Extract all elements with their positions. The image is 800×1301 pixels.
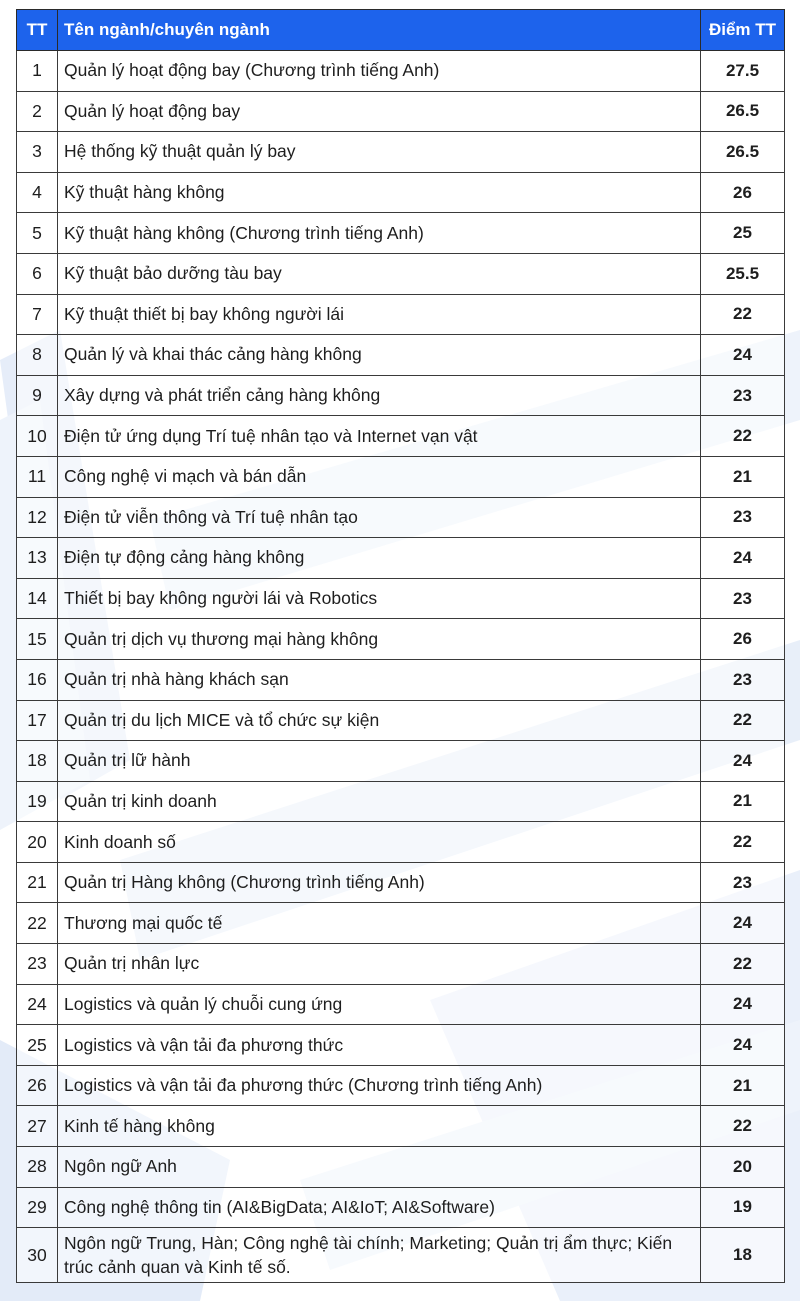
row-score: 22 [701,700,785,741]
row-name: Kinh doanh số [58,822,701,863]
row-name: Hệ thống kỹ thuật quản lý bay [58,132,701,173]
row-score: 20 [701,1147,785,1188]
row-number: 26 [17,1065,58,1106]
header-row [17,10,785,51]
row-name: Kinh tế hàng không [58,1106,701,1147]
table-row [17,1106,785,1147]
row-name: Quản trị nhân lực [58,944,701,985]
row-number: 7 [17,294,58,335]
header-score: Điểm TT [701,10,785,51]
row-score: 26.5 [701,91,785,132]
row-score: 24 [701,984,785,1025]
table-row [17,659,785,700]
row-score: 22 [701,822,785,863]
row-number: 29 [17,1187,58,1228]
row-score: 24 [701,903,785,944]
table-row [17,51,785,92]
row-name: Quản trị kinh doanh [58,781,701,822]
row-name: Kỹ thuật hàng không [58,172,701,213]
table-row [17,132,785,173]
row-score: 21 [701,456,785,497]
table-row [17,822,785,863]
row-name: Thiết bị bay không người lái và Robotics [58,578,701,619]
row-name: Quản lý hoạt động bay [58,91,701,132]
table-row [17,903,785,944]
row-score: 22 [701,1106,785,1147]
row-number: 23 [17,944,58,985]
row-name: Điện tử viễn thông và Trí tuệ nhân tạo [58,497,701,538]
row-number: 11 [17,456,58,497]
row-score: 24 [701,538,785,579]
table-row [17,700,785,741]
table-row [17,294,785,335]
table-row [17,944,785,985]
row-name: Thương mại quốc tế [58,903,701,944]
row-score: 23 [701,578,785,619]
score-table [16,9,785,1283]
table-row [17,91,785,132]
row-score: 24 [701,741,785,782]
row-number: 4 [17,172,58,213]
row-score: 22 [701,944,785,985]
row-number: 20 [17,822,58,863]
table-row [17,1065,785,1106]
row-number: 8 [17,335,58,376]
row-name: Kỹ thuật thiết bị bay không người lái [58,294,701,335]
row-number: 28 [17,1147,58,1188]
row-score: 26.5 [701,132,785,173]
row-name: Quản trị lữ hành [58,741,701,782]
row-score: 26 [701,172,785,213]
row-score: 27.5 [701,51,785,92]
row-name: Công nghệ thông tin (AI&BigData; AI&IoT; AI&Software) [58,1187,701,1228]
row-number: 12 [17,497,58,538]
row-score: 25.5 [701,253,785,294]
row-number: 22 [17,903,58,944]
row-name: Logistics và quản lý chuỗi cung ứng [58,984,701,1025]
row-score: 21 [701,781,785,822]
row-number: 2 [17,91,58,132]
table-row [17,375,785,416]
row-score: 23 [701,659,785,700]
row-name: Ngôn ngữ Trung, Hàn; Công nghệ tài chính; Marketing; Quản trị ẩm thực; Kiến trúc cảnh quan và Kinh tế số. [58,1228,701,1283]
row-number: 25 [17,1025,58,1066]
table-row [17,741,785,782]
row-name: Kỹ thuật hàng không (Chương trình tiếng Anh) [58,213,701,254]
row-number: 1 [17,51,58,92]
row-name: Quản trị nhà hàng khách sạn [58,659,701,700]
row-name: Xây dựng và phát triển cảng hàng không [58,375,701,416]
table-row [17,538,785,579]
row-score: 21 [701,1065,785,1106]
row-name: Quản trị Hàng không (Chương trình tiếng Anh) [58,862,701,903]
table-row [17,335,785,376]
row-number: 3 [17,132,58,173]
table-body [17,51,785,1283]
row-score: 19 [701,1187,785,1228]
row-name: Logistics và vận tải đa phương thức (Chương trình tiếng Anh) [58,1065,701,1106]
row-number: 15 [17,619,58,660]
header-tt: TT [17,10,58,51]
row-number: 21 [17,862,58,903]
table-row [17,1025,785,1066]
row-name: Quản lý hoạt động bay (Chương trình tiếng Anh) [58,51,701,92]
row-number: 24 [17,984,58,1025]
row-name: Logistics và vận tải đa phương thức [58,1025,701,1066]
row-name: Điện tử ứng dụng Trí tuệ nhân tạo và Internet vạn vật [58,416,701,457]
row-number: 17 [17,700,58,741]
table-row [17,253,785,294]
table-row [17,619,785,660]
row-number: 16 [17,659,58,700]
row-name: Kỹ thuật bảo dưỡng tàu bay [58,253,701,294]
table-row [17,862,785,903]
table-row [17,497,785,538]
row-number: 30 [17,1228,58,1283]
table-row [17,1228,785,1283]
row-number: 5 [17,213,58,254]
row-name: Quản trị dịch vụ thương mại hàng không [58,619,701,660]
table-row [17,1147,785,1188]
row-score: 26 [701,619,785,660]
header-name: Tên ngành/chuyên ngành [58,10,701,51]
row-number: 10 [17,416,58,457]
row-number: 13 [17,538,58,579]
row-number: 6 [17,253,58,294]
table-row [17,456,785,497]
table-row [17,578,785,619]
row-score: 23 [701,862,785,903]
table-row [17,416,785,457]
row-number: 27 [17,1106,58,1147]
table-row [17,984,785,1025]
row-number: 18 [17,741,58,782]
row-score: 22 [701,294,785,335]
row-score: 24 [701,335,785,376]
table-header [17,10,785,51]
score-table-container [16,9,784,1283]
row-number: 19 [17,781,58,822]
row-score: 22 [701,416,785,457]
row-score: 23 [701,497,785,538]
row-name: Công nghệ vi mạch và bán dẫn [58,456,701,497]
table-row [17,781,785,822]
row-number: 9 [17,375,58,416]
table-row [17,213,785,254]
row-score: 25 [701,213,785,254]
row-name: Quản trị du lịch MICE và tổ chức sự kiện [58,700,701,741]
row-score: 18 [701,1228,785,1283]
row-number: 14 [17,578,58,619]
row-score: 23 [701,375,785,416]
row-name: Quản lý và khai thác cảng hàng không [58,335,701,376]
row-score: 24 [701,1025,785,1066]
row-name: Ngôn ngữ Anh [58,1147,701,1188]
table-row [17,1187,785,1228]
table-row [17,172,785,213]
row-name: Điện tự động cảng hàng không [58,538,701,579]
